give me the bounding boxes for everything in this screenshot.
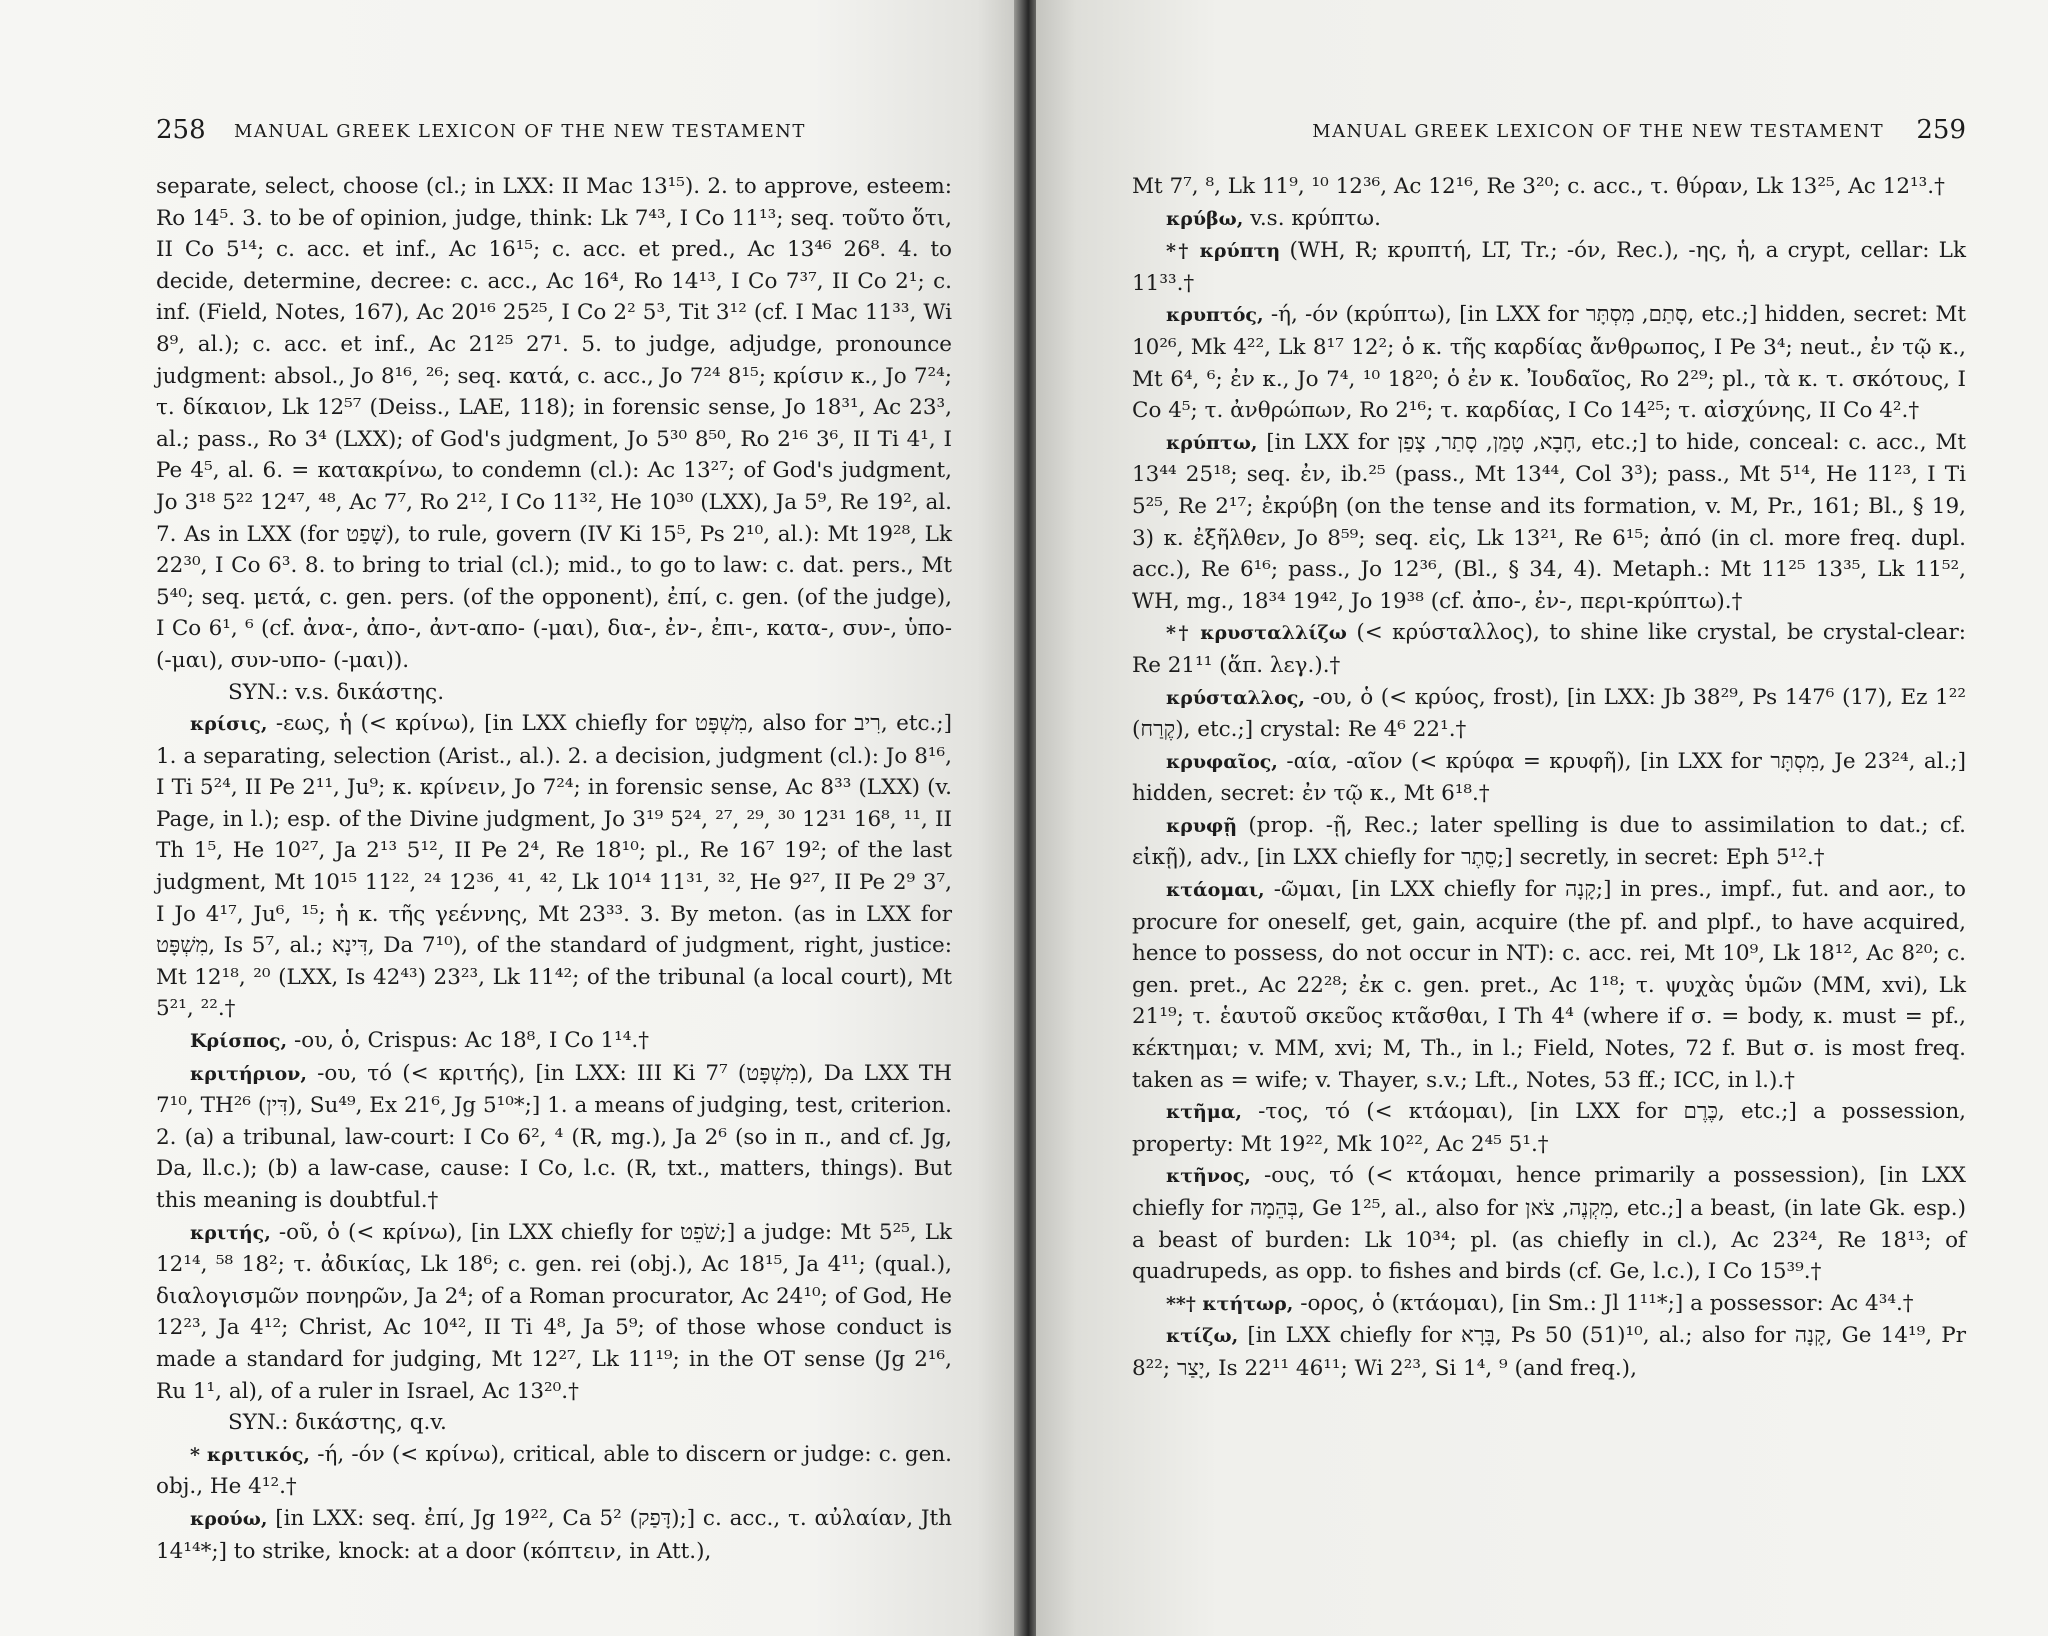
left-page-number: 258 — [156, 115, 206, 145]
lexicon-entry — [1132, 1096, 1966, 1160]
synonym-note: SYN.: v.s. δικάστης. — [228, 679, 445, 705]
entry-body: -ου, ὁ, Crispus: Ac 18⁸, I Co 1¹⁴.† — [293, 1028, 649, 1054]
lexicon-entry — [1132, 746, 1966, 810]
entry-body: [in LXX chiefly for בָּרָא, Ps 50 (51)¹⁰, al.; also for קָנָה, Ge 14¹⁹, Pr 8²²; יָצַר, Is 22¹¹ 46¹¹; Wi 2²³, Si 1⁴, ⁹ (and freq.), — [1132, 1323, 1966, 1381]
entry-lemma: **† κτήτωρ, — [1166, 1292, 1294, 1315]
lexicon-entry — [1132, 1160, 1966, 1287]
entry-body: -ορος, ὁ (κτάομαι), [in Sm.: Jl 1¹¹*;] a possessor: Ac 4³⁴.† — [1300, 1290, 1914, 1316]
lexicon-entry — [1132, 874, 1966, 1096]
entry-body: -ου, τό (< κριτής), [in LXX: III Ki 7⁷ (מִשְׁפָּט), Da LXX TH 7¹⁰, TH²⁶ (דִּין), Su⁴⁹, Ex 21⁶, Jg 5¹⁰*;] 1. a means of judging, test, criterion. 2. (a) a tribunal, law-court: I Co 6², ⁴ (R, mg.), Ja 2⁶ (so in π., and cf. Jg, Da, ll.c.); (b) a law-case, cause: I Co, l.c. (R, txt., matters, things). But this meaning is doubtful.† — [156, 1060, 952, 1213]
lexicon-entry — [156, 1217, 952, 1408]
entry-body: -ους, τό (< κτάομαι, hence primarily a possession), [in LXX chiefly for בְּהֵמָה, Ge 1²⁵, al., also for מִקְנֶה, צֹאן, etc.;] a beast, (in late Gk. esp.) a beast of burden: Lk 10³⁴; pl. (as chiefly in cl.), Ac 23²⁴, Re 18¹³; of quadrupeds, as opp. to fishes and birds (cf. Ge, l.c.), I Co 15³⁹.† — [1132, 1163, 1967, 1285]
entry-body: v.s. κρύπτω. — [1250, 205, 1381, 231]
lexicon-entry — [1132, 682, 1966, 746]
entry-body: [in LXX for חָבָא, טָמַן, סָתַר, צָפַן, etc.;] to hide, conceal: c. acc., Mt 13⁴⁴ 25¹⁸; seq. ἐν, ib.²⁵ (pass., Mt 13⁴⁴, Col 3³); pass., Mt 5¹⁴, He 11²³, I Ti 5²⁵, Re 2¹⁷; ἐκρύβη (on the tense and its formation, v. M, Pr., 161; Bl., § 19, 3) κ. ἐξῆλθεν, Jo 8⁵⁹; seq. εἰς, Lk 13²¹, Re 6¹⁵; ἀπό (in cl. more freq. dupl. acc.), Re 6¹⁶; pass., Jo 12³⁶, (Bl., § 34, 4). Metaph.: Mt 11²⁵ 13³⁵, Lk 11⁵², WH, mg., 18³⁴ 19⁴², Jo 19³⁸ (cf. ἀπο-, ἐν-, περι-κρύπτω).† — [1132, 429, 1966, 614]
lexicon-entry — [156, 708, 952, 1025]
entry-lemma: κτῆμα, — [1166, 1101, 1242, 1124]
entry-body: (WH, R; κρυπτή, LT, Tr.; -όν, Rec.), -ης, ἡ, a crypt, cellar: Lk 11³³.† — [1132, 238, 1966, 296]
right-running-title: MANUAL GREEK LEXICON OF THE NEW TESTAMENT — [1312, 121, 1884, 142]
entry-lemma: κρούω, — [190, 1507, 268, 1530]
lexicon-entry — [156, 1503, 952, 1567]
left-running-head — [156, 115, 952, 155]
lexicon-entry — [1132, 617, 1966, 681]
entry-lemma: κριτήριον, — [190, 1062, 307, 1085]
entry-lemma: κτάομαι, — [1166, 879, 1265, 902]
entry-lemma: κριτής, — [190, 1221, 271, 1244]
entry-lemma: κρύσταλλος, — [1166, 686, 1305, 709]
lexicon-entry — [1132, 203, 1966, 236]
left-running-title: MANUAL GREEK LEXICON OF THE NEW TESTAMENT — [234, 121, 806, 142]
lexicon-entry — [156, 1439, 952, 1503]
entry-body: (< κρύσταλλος), to shine like crystal, be crystal-clear: Re 21¹¹ (ἅπ. λεγ.).† — [1132, 620, 1966, 678]
lexicon-entry — [1132, 299, 1966, 426]
entry-body: -εως, ἡ (< κρίνω), [in LXX chiefly for מִשְׁפָּט, also for רִיב, etc.;] 1. a separating, selection (Arist., al.). 2. a decision, judgment (cl.): Jo 8¹⁶, I Ti 5²⁴, II Pe 2¹¹, Ju⁹; κ. κρίνειν, Jo 7²⁴; in forensic sense, Ac 8³³ (LXX) (v. Page, in l.); esp. of the Divine judgment, Jo 3¹⁹ 5²⁴, ²⁷, ²⁹, ³⁰ 12³¹ 16⁸, ¹¹, II Th 1⁵, He 10²⁷, Ja 2¹³ 5¹², II Pe 2⁴, Re 18¹⁰; pl., Re 16⁷ 19²; of the last judgment, Mt 10¹⁵ 11²², ²⁴ 12³⁶, ⁴¹, ⁴², Lk 10¹⁴ 11³¹, ³², He 9²⁷, II Pe 2⁹ 3⁷, I Jo 4¹⁷, Ju⁶, ¹⁵; ἡ κ. τῆς γεέννης, Mt 23³³. 3. By meton. (as in LXX for מִשְׁפָּט, Is 5⁷, al.; דִּינָא, Da 7¹⁰), of the standard of judgment, right, justice: Mt 12¹⁸, ²⁰ (LXX, Is 42⁴³) 23²³, Lk 11⁴²; of the tribunal (a local court), Mt 5²¹, ²².† — [156, 711, 952, 1022]
lexicon-entry — [1132, 235, 1966, 299]
entry-lemma: κρυφῇ — [1166, 814, 1238, 837]
entry-body: separate, select, choose (cl.; in LXX: II Mac 13¹⁵). 2. to approve, esteem: Ro 14⁵. 3. to be of opinion, judge, think: Lk 7⁴³, I Co 11¹³; seq. τοῦτο ὅτι, II Co 5¹⁴; c. acc. et inf., Ac 16¹⁵; c. acc. et pred., Ac 13⁴⁶ 26⁸. 4. to decide, determine, decree: c. acc., Ac 16⁴, Ro 14¹³, I Co 7³⁷, II Co 2¹; c. inf. (Field, Notes, 167), Ac 20¹⁶ 25²⁵, I Co 2² 5³, Tit 3¹² (cf. I Mac 11³³, Wi 8⁹, al.); c. acc. et inf., Ac 21²⁵ 27¹. 5. to judge, adjudge, pronounce judgment: absol., Jo 8¹⁶, ²⁶; seq. κατά, c. acc., Jo 7²⁴ 8¹⁵; κρίσιν κ., Jo 7²⁴; τ. δίκαιον, Lk 12⁵⁷ (Deiss., LAE, 118); in forensic sense, Jo 18³¹, Ac 23³, al.; pass., Ro 3⁴ (LXX); of God's judgment, Jo 5³⁰ 8⁵⁰, Ro 2¹⁶ 3⁶, II Ti 4¹, I Pe 4⁵, al. 6. = κατακρίνω, to condemn (cl.): Ac 13²⁷; of God's judgment, Jo 3¹⁸ 5²² 12⁴⁷, ⁴⁸, Ac 7⁷, Ro 2¹², I Co 11³², He 10³⁰ (LXX), Ja 5⁹, Re 19², al. 7. As in LXX (for שָׁפַט), to rule, govern (IV Ki 15⁵, Ps 2¹⁰, al.): Mt 19²⁸, Lk 22³⁰, I Co 6³. 8. to bring to trial (cl.); mid., to go to law: c. dat. pers., Mt 5⁴⁰; seq. μετά, c. gen. pers. (of the opponent), ἐπί, c. gen. (of the judge), I Co 6¹, ⁶ (cf. ἀνα-, ἀπο-, ἀντ-απο- (-μαι), δια-, ἐν-, ἐπι-, κατα-, συν-, ὑπο- (-μαι), συν-υπο- (-μαι)). — [156, 174, 952, 673]
entry-lemma: κτῆνος, — [1166, 1165, 1251, 1188]
entry-body: -τος, τό (< κτάομαι), [in LXX for כֶּרֶם, etc.;] a possession, property: Mt 19²², Mk 10²², Ac 2⁴⁵ 5¹.† — [1132, 1099, 1967, 1157]
right-running-head — [1132, 115, 1966, 155]
entry-body: -αία, -αῖον (< κρύφα = κρυφῆ), [in LXX for מִסְתָּר, Je 23²⁴, al.;] hidden, secret: ἐν τῷ κ., Mt 6¹⁸.† — [1132, 748, 1966, 807]
entry-body: -ου, ὁ (< κρύος, frost), [in LXX: Jb 38²⁹, Ps 147⁶ (17), Ez 1²² (קֶרַח), etc.;] crystal: Re 4⁶ 22¹.† — [1132, 684, 1966, 743]
lexicon-entry — [1132, 1320, 1966, 1384]
entry-body: -ή, -όν (< κρίνω), critical, able to discern or judge: c. gen. obj., He 4¹².† — [156, 1441, 952, 1500]
entry-lemma: κρίσις, — [190, 713, 268, 736]
entry-body: Mt 7⁷, ⁸, Lk 11⁹, ¹⁰ 12³⁶, Ac 12¹⁶, Re 3²⁰; c. acc., τ. θύραν, Lk 13²⁵, Ac 12¹³.† — [1132, 174, 1945, 199]
lexicon-entry — [156, 1025, 952, 1058]
entry-lemma: * κριτικός, — [190, 1443, 311, 1466]
entry-lemma: κρυφαῖος, — [1166, 750, 1278, 773]
entry-lemma: κρυπτός, — [1166, 304, 1264, 327]
lexicon-entry — [1132, 171, 1966, 203]
left-page — [0, 0, 1018, 1636]
lexicon-entry — [1132, 810, 1966, 874]
lexicon-entry — [156, 1058, 952, 1217]
right-page-number: 259 — [1916, 115, 1966, 145]
entry-lemma: *† κρύπτη — [1166, 240, 1281, 263]
synonym-note: SYN.: δικάστης, q.v. — [228, 1410, 447, 1436]
entry-lemma: κτίζω, — [1166, 1325, 1239, 1348]
entry-body: [in LXX: seq. ἐπί, Jg 19²², Ca 5² (דָּפַק);] c. acc., τ. αὐλαίαν, Jth 14¹⁴*;] to strike, knock: at a door (κόπτειν, in Att.), — [156, 1505, 952, 1564]
entry-body: (prop. -ῇ, Rec.; later spelling is due to assimilation to dat.; cf. εἰκῇ), adv., [in LXX chiefly for סֵתֶר;] secretly, in secret: Eph 5¹².† — [1132, 812, 1966, 871]
entry-lemma: Κρίσπος, — [190, 1030, 288, 1053]
entry-body: -ῶμαι, [in LXX chiefly for קָנָה;] in pres., impf., fut. and aor., to procure for oneself, get, gain, acquire (the pf. and plpf., to have acquired, hence to possess, do not occur in NT): c. acc. rei, Mt 10⁹, Lk 18¹², Ac 8²⁰; c. gen. pret., Ac 22²⁸; ἐκ c. gen. pret., Ac 1¹⁸; τ. ψυχὰς ὑμῶν (MM, xvi), Lk 21¹⁹; τ. ἑαυτοῦ σκεῦος κτᾶσθαι, I Th 4⁴ (where if σ. = body, κ. must = pf., κέκτημαι; v. MM, xvi; M, Th., in l.; Field, Notes, 72 f. But σ. is most freq. taken as = wife; v. Thayer, s.v.; Lft., Notes, 53 ff.; ICC, in l.).† — [1132, 877, 1966, 1093]
right-page — [1036, 0, 2048, 1636]
entry-lemma: κρύβω, — [1166, 207, 1244, 230]
lexicon-entry — [1132, 1288, 1966, 1321]
entry-lemma: *† κρυσταλλίζω — [1166, 622, 1347, 645]
lexicon-entry — [156, 171, 952, 677]
lexicon-entry — [1132, 427, 1966, 618]
entry-body: -ή, -όν (κρύπτω), [in LXX for סָתַם, מִסְתָּר, etc.;] hidden, secret: Mt 10²⁶, Mk 4²², Lk 8¹⁷ 12²; ὁ κ. τῆς καρδίας ἄνθρωπος, I Pe 3⁴; neut., ἐν τῷ κ., Mt 6⁴, ⁶; ἐν κ., Jo 7⁴, ¹⁰ 18²⁰; ὁ ἐν κ. Ἰουδαῖος, Ro 2²⁹; pl., τὰ κ. τ. σκότους, I Co 4⁵; τ. ἀνθρώπων, Ro 2¹⁶; τ. καρδίας, I Co 14²⁵; τ. αἰσχύνης, II Co 4².† — [1132, 302, 1966, 424]
entry-body: -οῦ, ὁ (< κρίνω), [in LXX chiefly for שֹׁפֵט;] a judge: Mt 5²⁵, Lk 12¹⁴, ⁵⁸ 18²; τ. ἀδικίας, Lk 18⁶; c. gen. rei (obj.), Ac 18¹⁵, Ja 4¹¹; (qual.), διαλογισμῶν πονηρῶν, Ja 2⁴; of a Roman procurator, Ac 24¹⁰; of God, He 12²³, Ja 4¹²; Christ, Ac 10⁴², II Ti 4⁸, Ja 5⁹; of those whose conduct is made a standard for judging, Mt 12²⁷, Lk 11¹⁹; in the OT sense (Jg 2¹⁶, Ru 1¹, al), of a ruler in Israel, Ac 13²⁰.† — [156, 1219, 952, 1404]
entry-lemma: κρύπτω, — [1166, 431, 1258, 454]
